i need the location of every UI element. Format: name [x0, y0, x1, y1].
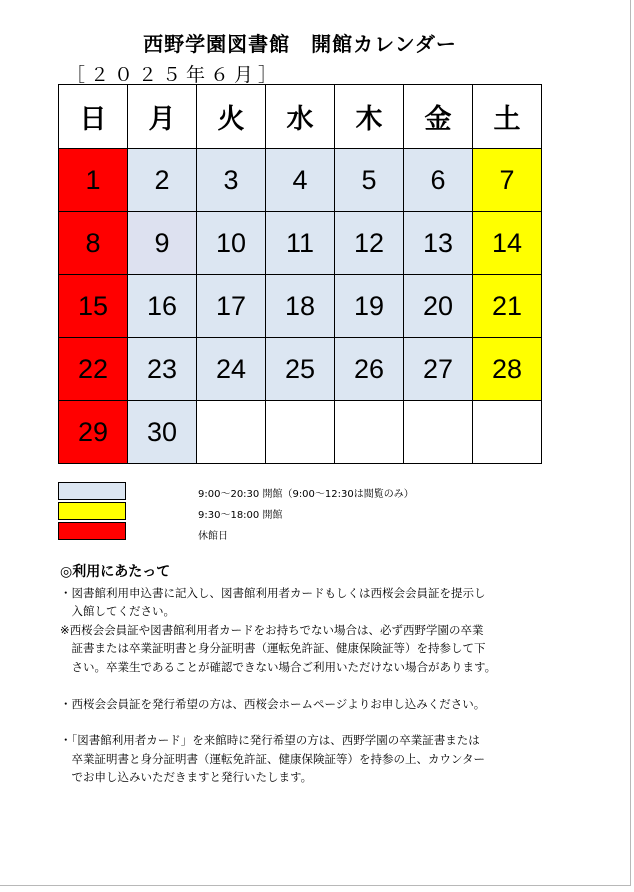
- note-line: ・図書館利用申込書に記入し、図書館利用者カードもしくは西桜会会員証を提示し: [60, 585, 486, 600]
- day-cell: 4: [266, 149, 335, 212]
- note-line: 証書または卒業証明書と身分証明書（運転免許証、健康保険証等）を持参して下: [60, 641, 486, 656]
- legend-swatch-open-short: [58, 502, 126, 520]
- note-line: 卒業証明書と身分証明書（運転免許証、健康保険証等）を持参の上、カウンター: [60, 751, 486, 766]
- legend-swatch-open-full: [58, 482, 126, 500]
- day-cell: 1: [59, 149, 128, 212]
- weekday-wednesday: 水: [266, 85, 335, 149]
- note-line: ・「図書館利用者カード」を来館時に発行希望の方は、西野学園の卒業証書または: [60, 733, 480, 748]
- weekday-thursday: 木: [335, 85, 404, 149]
- day-cell: 20: [404, 275, 473, 338]
- day-cell: 5: [335, 149, 404, 212]
- day-cell: 25: [266, 338, 335, 401]
- legend-text-open-short: 9:30～18:00 開館: [198, 510, 283, 521]
- day-cell: 15: [59, 275, 128, 338]
- week-row-1: [59, 149, 542, 212]
- note-line: 入館してください。: [60, 604, 175, 619]
- week-row-4: [59, 338, 542, 401]
- page-title: 西野学園図書館 開館カレンダー: [143, 32, 457, 56]
- day-cell: [404, 401, 473, 464]
- day-cell: 24: [197, 338, 266, 401]
- note-line: さい。卒業生であることが確認できない場合ご利用いただけない場合があります。: [60, 659, 497, 674]
- day-cell: 11: [266, 212, 335, 275]
- note-item: [60, 731, 530, 787]
- month-label: ［２０２５年６月］: [66, 64, 283, 86]
- day-cell: 19: [335, 275, 404, 338]
- day-cell: 27: [404, 338, 473, 401]
- day-cell: 17: [197, 275, 266, 338]
- day-cell: 28: [473, 338, 542, 401]
- day-cell: [197, 401, 266, 464]
- calendar-table: [58, 84, 542, 464]
- day-cell: [335, 401, 404, 464]
- day-cell: 2: [128, 149, 197, 212]
- weekday-sunday: 日: [59, 85, 128, 149]
- week-row-2: [59, 212, 542, 275]
- day-cell: [473, 401, 542, 464]
- day-cell: 16: [128, 275, 197, 338]
- day-cell: 18: [266, 275, 335, 338]
- note-item: [60, 621, 530, 677]
- day-cell: 26: [335, 338, 404, 401]
- day-cell: 3: [197, 149, 266, 212]
- day-cell: 8: [59, 212, 128, 275]
- legend-text-closed: 休館日: [198, 531, 228, 542]
- legend-swatch-closed: [58, 522, 126, 540]
- weekday-friday: 金: [404, 85, 473, 149]
- weekday-saturday: 土: [473, 85, 542, 149]
- day-cell: 10: [197, 212, 266, 275]
- usage-notes: [60, 563, 530, 787]
- day-cell: 21: [473, 275, 542, 338]
- day-cell: 23: [128, 338, 197, 401]
- day-cell: [266, 401, 335, 464]
- legend-text-open-full: 9:00～20:30 開館（9:00～12:30は閲覧のみ）: [198, 489, 414, 500]
- notes-heading: ◎利用にあたって: [60, 564, 171, 580]
- weekday-header-row: [59, 85, 542, 149]
- day-cell: 13: [404, 212, 473, 275]
- note-line: でお申し込みいただきますと発行いたします。: [60, 770, 313, 785]
- note-item: [60, 584, 530, 621]
- day-cell: 30: [128, 401, 197, 464]
- day-cell: 29: [59, 401, 128, 464]
- day-cell: 6: [404, 149, 473, 212]
- day-cell: 14: [473, 212, 542, 275]
- note-line: ・西桜会会員証を発行希望の方は、西桜会ホームページよりお申し込みください。: [60, 696, 486, 711]
- week-row-5: [59, 401, 542, 464]
- week-row-3: [59, 275, 542, 338]
- weekday-monday: 月: [128, 85, 197, 149]
- day-cell: 12: [335, 212, 404, 275]
- weekday-tuesday: 火: [197, 85, 266, 149]
- day-cell: 9: [128, 212, 197, 275]
- note-item: [60, 695, 530, 714]
- note-line: ※西桜会会員証や図書館利用者カードをお持ちでない場合は、必ず西野学園の卒業: [60, 622, 484, 637]
- day-cell: 22: [59, 338, 128, 401]
- day-cell: 7: [473, 149, 542, 212]
